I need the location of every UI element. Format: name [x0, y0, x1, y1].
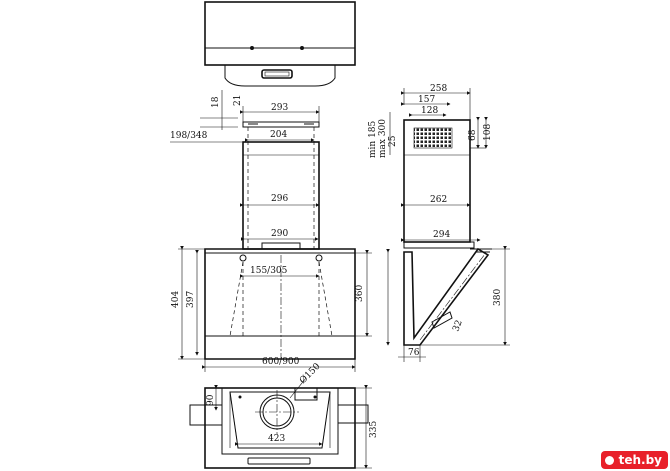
dim-chimney-mid-width: 296 [271, 194, 289, 204]
dim-bottom-90: 90 [206, 394, 216, 406]
dim-panel-height: 360 [355, 284, 365, 302]
dim-side-25: 25 [388, 135, 398, 147]
dim-hood-width: 600/900 [262, 357, 300, 367]
watermark-text: teh.by [618, 453, 662, 467]
dim-duct-diameter: Ø150 [298, 361, 323, 387]
dim-chimney-bottom-width: 290 [271, 229, 289, 239]
dim-side-262: 262 [430, 195, 448, 205]
dim-hood-height-inner: 397 [186, 290, 196, 308]
watermark-icon [605, 456, 614, 465]
dim-min-label: min 185 [368, 120, 378, 158]
dim-hood-height-outer: 404 [171, 290, 181, 308]
dim-side-294: 294 [433, 230, 451, 240]
dim-bottom-423: 423 [268, 434, 286, 444]
dim-side-68: 68 [468, 129, 478, 141]
dim-side-157: 157 [418, 95, 436, 105]
dim-top-height: 18 [211, 96, 221, 108]
side-view [368, 84, 510, 362]
dim-top-offset: 21 [233, 94, 243, 106]
dim-hole-spacing: 155/305 [250, 266, 288, 276]
watermark-logo [601, 451, 668, 469]
dim-chimney-label: 198/348 [170, 131, 208, 141]
dim-chimney-inner-width: 204 [270, 130, 288, 140]
dim-side-108: 108 [483, 123, 493, 141]
dim-chimney-top-width: 293 [271, 103, 289, 113]
front-view [170, 90, 372, 372]
dim-side-32: 32 [451, 318, 465, 334]
dim-side-128: 128 [421, 106, 439, 116]
bottom-view [190, 361, 379, 468]
dim-side-total-width: 258 [430, 84, 448, 94]
top-view [205, 2, 355, 86]
dim-side-76: 76 [408, 348, 420, 358]
dim-side-380: 380 [493, 288, 503, 306]
dim-bottom-335: 335 [369, 420, 379, 438]
dim-max-label: max 300 [378, 118, 388, 158]
